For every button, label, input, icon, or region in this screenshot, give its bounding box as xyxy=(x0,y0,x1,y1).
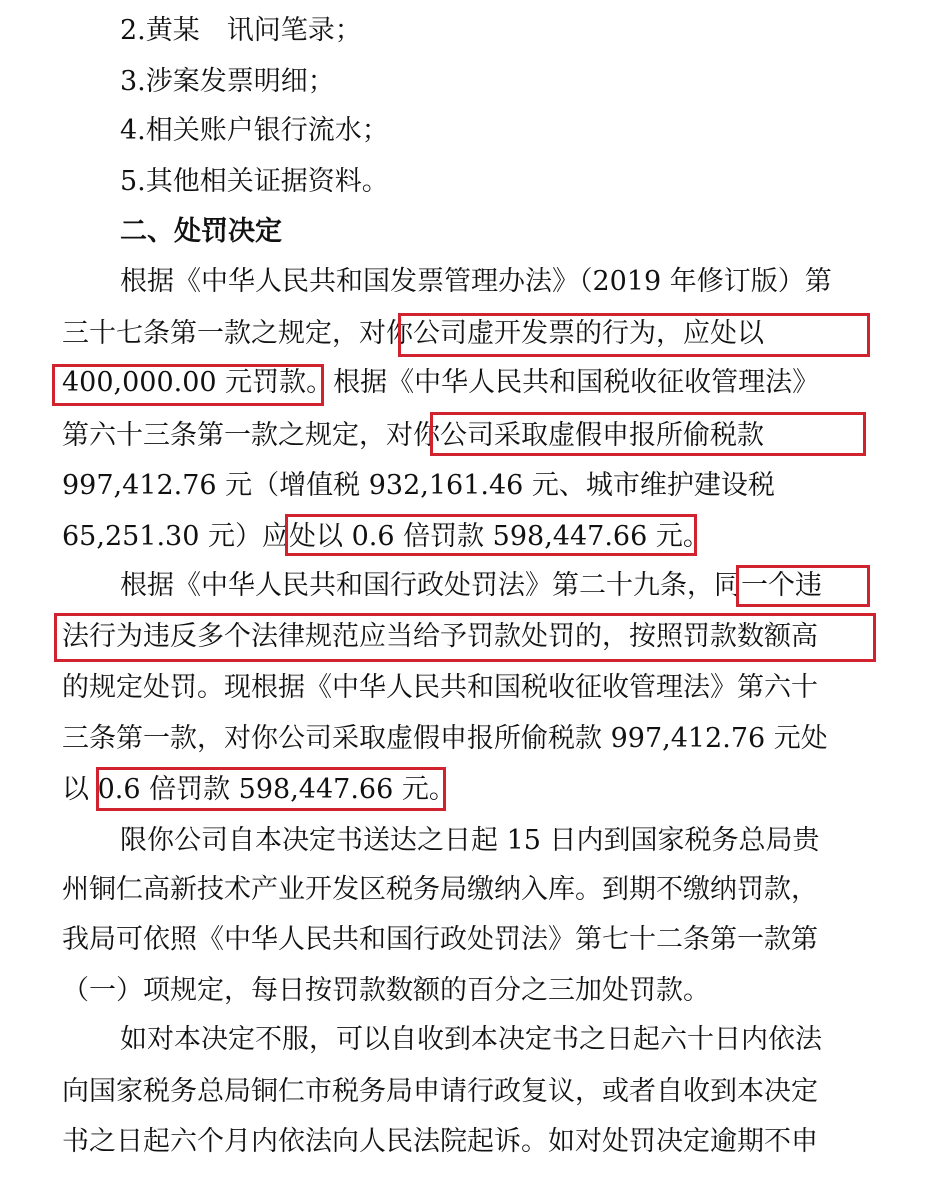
text-line xyxy=(0,662,931,714)
attachment-text: 3.涉案发票明细； xyxy=(120,66,335,97)
text-line xyxy=(0,560,931,612)
text-line xyxy=(0,713,931,765)
text-line-content: 州铜仁高新技术产业开发区税务局缴纳入库。到期不缴纳罚款， xyxy=(62,874,818,905)
text-line xyxy=(0,357,931,409)
text-line xyxy=(0,914,931,966)
text-line xyxy=(0,460,931,512)
attachment-text: 4.相关账户银行流水； xyxy=(120,115,389,146)
text-line-content: 书之日起六个月内依法向人民法院起诉。如对处罚决定逾期不申 xyxy=(62,1126,818,1157)
text-line xyxy=(0,1014,931,1066)
text-line-content: 的规定处罚。现根据《中华人民共和国税收征收管理法》第六十 xyxy=(62,672,818,703)
text-line xyxy=(0,256,931,308)
text-line xyxy=(0,764,931,816)
text-line-content: 限你公司自本决定书送达之日起 15 日内到国家税务总局贵 xyxy=(120,825,820,856)
section-heading: 二、处罚决定 xyxy=(120,216,282,247)
text-line-content: （一）项规定，每日按罚款数额的百分之三加处罚款。 xyxy=(62,975,710,1006)
text-line-content: 向国家税务总局铜仁市税务局申请行政复议，或者自收到本决定 xyxy=(62,1076,818,1107)
text-line xyxy=(0,611,931,663)
text-line-content: 根据《中华人民共和国行政处罚法》第二十九条，同一个违 xyxy=(120,570,822,601)
text-line xyxy=(0,308,931,360)
attachment-item xyxy=(0,156,931,208)
text-line xyxy=(0,1116,931,1168)
attachment-item xyxy=(0,56,931,108)
text-line xyxy=(0,1066,931,1118)
text-line-content: 65,251.30 元）应处以 0.6 倍罚款 598,447.66 元。 xyxy=(62,521,710,552)
text-line-content: 三十七条第一款之规定，对你公司虚开发票的行为，应处以 xyxy=(62,318,764,349)
attachment-item xyxy=(0,5,931,57)
text-line-content: 如对本决定不服，可以自收到本决定书之日起六十日内依法 xyxy=(120,1024,822,1055)
text-line-content: 根据《中华人民共和国发票管理办法》（2019 年修订版）第 xyxy=(120,266,832,297)
text-line-content: 第六十三条第一款之规定，对你公司采取虚假申报所偷税款 xyxy=(62,420,764,451)
text-line xyxy=(0,410,931,462)
text-line-content: 400,000.00 元罚款。根据《中华人民共和国税收征收管理法》 xyxy=(62,367,820,398)
text-line xyxy=(0,864,931,916)
text-line xyxy=(0,965,931,1017)
text-line-content: 法行为违反多个法律规范应当给予罚款处罚的，按照罚款数额高 xyxy=(62,621,818,652)
text-line-content: 以 0.6 倍罚款 598,447.66 元。 xyxy=(62,774,456,805)
text-line-content: 我局可依照《中华人民共和国行政处罚法》第七十二条第一款第 xyxy=(62,924,818,955)
text-line xyxy=(0,511,931,563)
text-line-content: 三条第一款，对你公司采取虚假申报所偷税款 997,412.76 元处 xyxy=(62,723,828,754)
section-heading-row xyxy=(0,206,931,258)
attachment-text: 5.其他相关证据资料。 xyxy=(120,166,389,197)
text-line-content: 997,412.76 元（增值税 932,161.46 元、城市维护建设税 xyxy=(62,470,775,501)
attachment-text: 2.黄某 讯问笔录； xyxy=(120,15,362,46)
text-line xyxy=(0,815,931,867)
attachment-item xyxy=(0,105,931,157)
